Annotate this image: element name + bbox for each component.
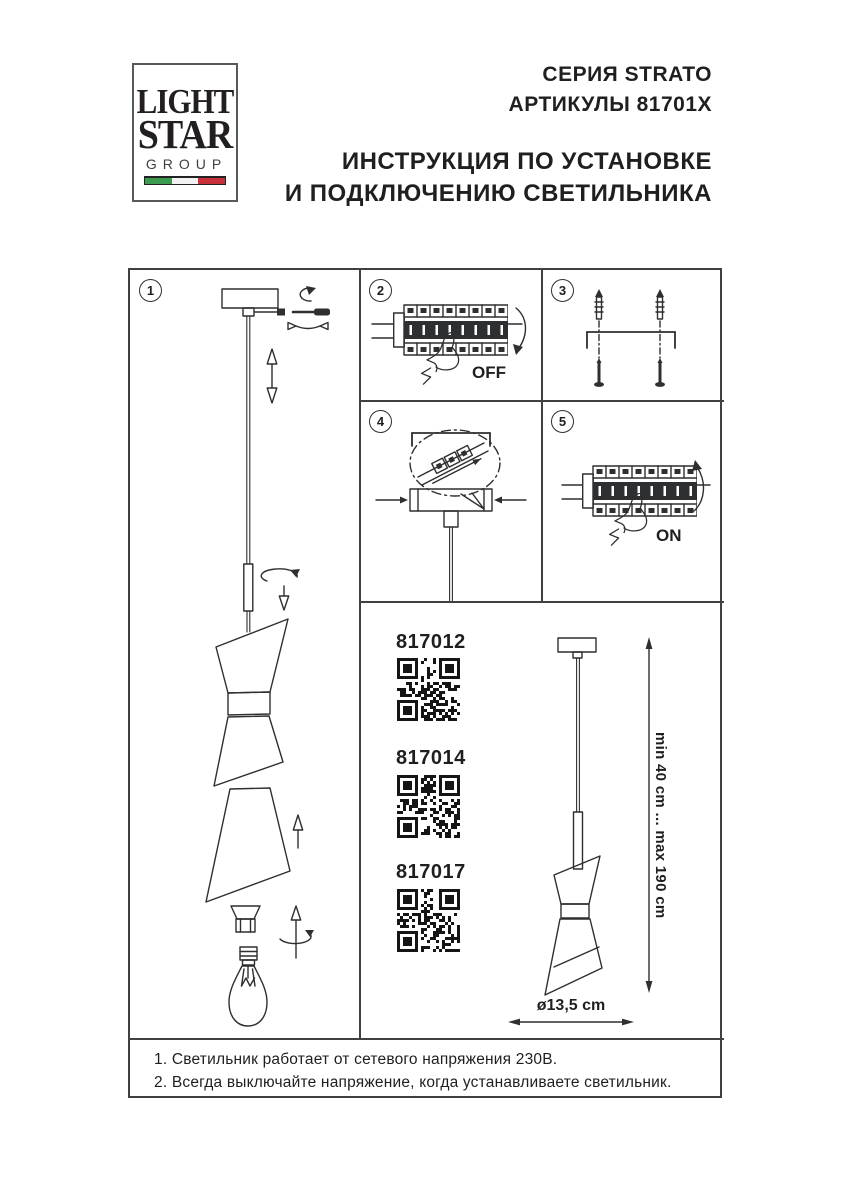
flag-green-segment — [145, 178, 172, 184]
shade-upper-cone — [216, 619, 288, 693]
set-screw-icon — [277, 309, 285, 316]
vertical-adjust-arrow-icon — [267, 349, 277, 403]
note-1: 1. Светильник работает от сетевого напряжения 230В. — [154, 1051, 558, 1068]
notes-panel — [130, 1039, 724, 1100]
screwdriver-icon — [293, 309, 330, 316]
step-5-panel — [542, 401, 724, 602]
note-2: 2. Всегда выключайте напряжение, когда устанавливаете светильник. — [154, 1074, 672, 1091]
article-number: 817014 — [396, 747, 466, 769]
flag-white-segment — [172, 178, 199, 184]
height-range-label: min 40 cm ... max 190 cm — [652, 732, 669, 919]
step-3-panel — [542, 270, 724, 401]
step-1-panel — [130, 270, 360, 1039]
on-label: ON — [656, 526, 682, 545]
step-2-badge: 2 — [369, 279, 392, 302]
italian-flag-bar — [144, 176, 226, 185]
series-block — [509, 60, 712, 120]
step-1-assembly-diagram — [130, 270, 360, 1039]
articles-dimensions-panel — [360, 602, 724, 1039]
pointing-hand-icon — [610, 493, 647, 545]
wall-plug-icon — [656, 289, 664, 319]
horizontal-adjust-arrow-icon — [288, 323, 328, 330]
switch-down-arrow-icon — [513, 308, 525, 355]
circuit-breaker-icon — [394, 305, 508, 355]
off-label: OFF — [472, 363, 506, 382]
step-4-canopy-diagram — [360, 401, 542, 602]
flag-red-segment — [198, 178, 225, 184]
qr-code — [397, 889, 460, 952]
pointing-hand-icon — [422, 332, 459, 384]
push-in-arrow-icon — [376, 497, 526, 504]
mounting-bracket-icon — [587, 332, 675, 348]
diameter-dimension-line — [508, 1019, 634, 1026]
socket-icon — [231, 906, 260, 932]
diagram-grid — [128, 268, 722, 1098]
shade-band — [561, 904, 589, 918]
step-5-badge: 5 — [551, 410, 574, 433]
wiring-detail-balloon — [410, 430, 500, 509]
article-number: 817012 — [396, 631, 466, 653]
screw-icon — [655, 358, 665, 387]
shade-lower-cone — [214, 716, 283, 786]
article-number: 817017 — [396, 861, 466, 883]
step-4-badge: 4 — [369, 410, 392, 433]
step-2-panel — [360, 270, 542, 401]
step-3-badge: 3 — [551, 279, 574, 302]
step-5-power-on-diagram — [542, 401, 724, 602]
diameter-label: ø13,5 cm — [536, 997, 606, 1014]
series-title: СЕРИЯ STRATO — [542, 63, 712, 86]
up-arrow-icon — [293, 815, 302, 848]
diffuser-cone — [206, 788, 290, 902]
qr-code — [397, 775, 460, 838]
step-4-panel — [360, 401, 542, 602]
step-1-badge: 1 — [139, 279, 162, 302]
title-line-1: ИНСТРУКЦИЯ ПО УСТАНОВКЕ — [341, 148, 712, 175]
qr-code — [397, 658, 460, 721]
rotate-cord-arrow-icon — [261, 569, 300, 610]
shade-lower-cone — [545, 919, 602, 995]
page-title — [285, 146, 712, 210]
articles-title: АРТИКУЛЫ 81701X — [508, 93, 712, 116]
screw-in-arrow-icon — [280, 906, 314, 958]
logo-word-group: GROUP — [145, 156, 228, 172]
logo-word-star: STAR — [137, 112, 233, 158]
lightstar-logo — [132, 63, 238, 202]
logo-word-light: LIGHT — [136, 81, 234, 122]
shade-upper-cone — [554, 856, 600, 904]
screw-icon — [594, 358, 604, 387]
shade-band — [228, 692, 270, 715]
bulb-icon — [229, 947, 267, 1026]
rotate-arrow-icon — [300, 286, 316, 301]
title-line-2: И ПОДКЛЮЧЕНИЮ СВЕТИЛЬНИКА — [284, 180, 712, 207]
wall-plug-icon — [595, 289, 603, 319]
